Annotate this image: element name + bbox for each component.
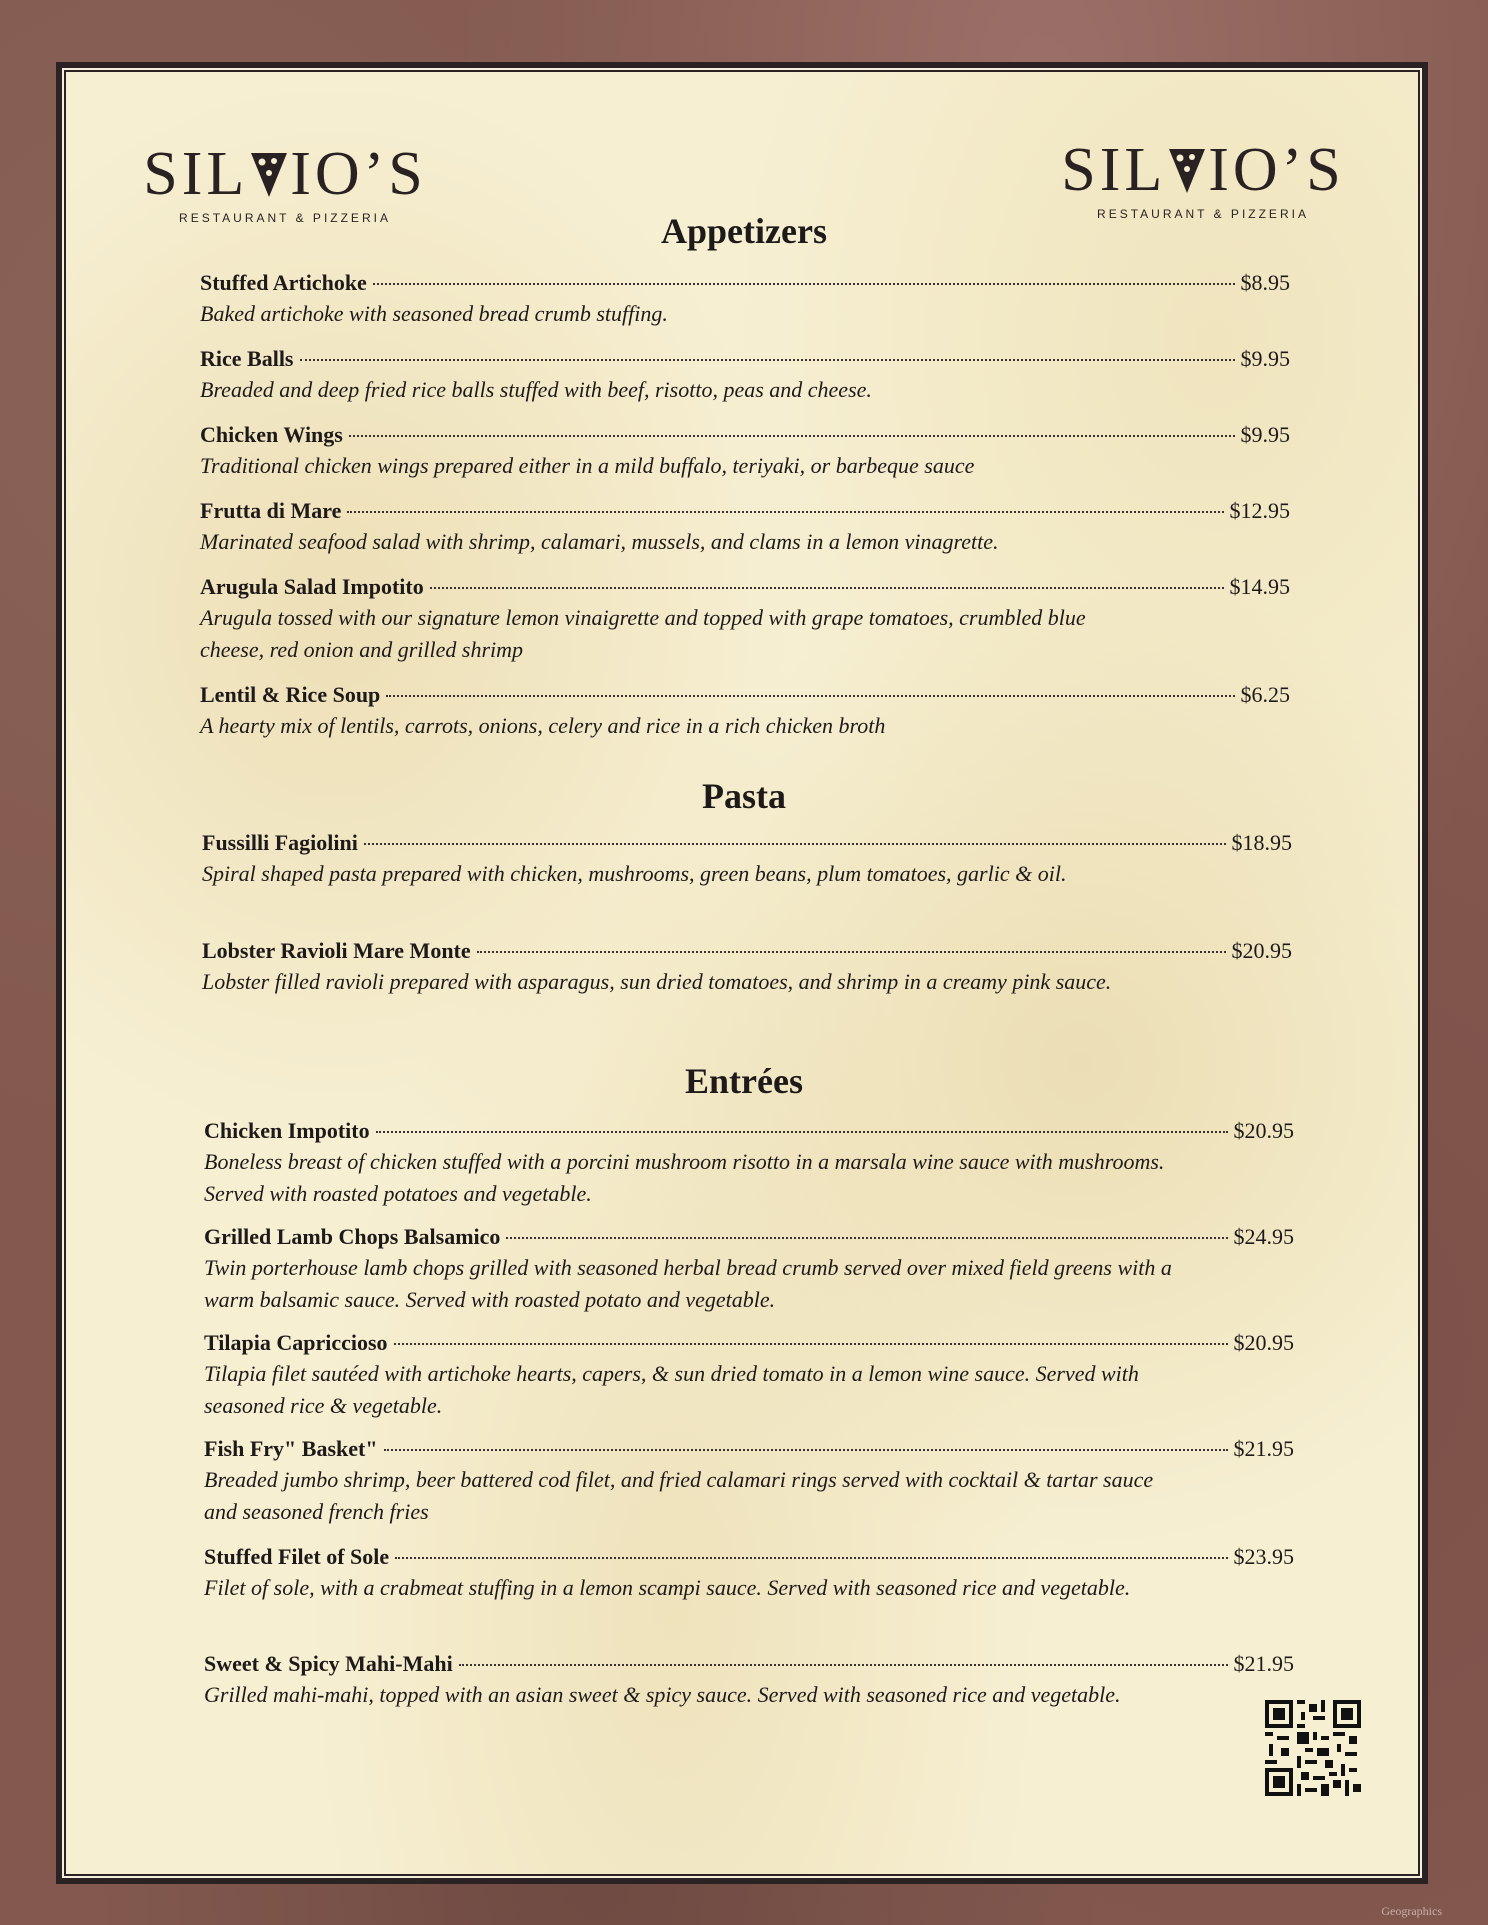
item-name: Rice Balls (200, 346, 294, 371)
item-name: Lentil & Rice Soup (200, 682, 381, 707)
item-description: Tilapia filet sautéed with artichoke hearts, capers, & sun dried tomato in a lemon wine sauce. Served with seasoned rice & vegetable. (204, 1361, 1139, 1418)
item-price: $18.95 (1231, 830, 1292, 855)
item-price: $9.95 (1240, 346, 1290, 371)
menu-item (204, 1651, 1294, 1711)
logo-subtitle: RESTAURANT & PIZZERIA (179, 211, 391, 225)
pizza-slice-icon (1167, 139, 1207, 197)
item-description: Arugula tossed with our signature lemon vinaigrette and topped with grape tomatoes, crumbled blue cheese, red onion and grilled shrimp (200, 605, 1086, 662)
item-description: Filet of sole, with a crabmeat stuffing in a lemon scampi sauce. Served with seasoned rice and vegetable. (204, 1575, 1131, 1600)
menu-item (200, 682, 1290, 742)
item-price: $6.25 (1240, 682, 1290, 707)
menu-item (200, 346, 1290, 406)
item-name: Sweet & Spicy Mahi-Mahi (204, 1651, 453, 1676)
menu-item (200, 498, 1290, 558)
menu-item (204, 1436, 1294, 1528)
leader-dots (506, 1237, 1227, 1239)
printer-mark: Geographics (1381, 1904, 1442, 1918)
item-description: Twin porterhouse lamb chops grilled with seasoned herbal bread crumb served over mixed field greens with a warm balsamic sauce. Served with roasted potato and vegetable. (204, 1255, 1172, 1312)
item-description: Spiral shaped pasta prepared with chicken, mushrooms, green beans, plum tomatoes, garlic & oil. (202, 861, 1067, 886)
section-title-pasta: Pasta (702, 776, 786, 816)
leader-dots (395, 1557, 1227, 1559)
logo-name-start: SIL (1061, 136, 1167, 204)
item-name: Grilled Lamb Chops Balsamico (204, 1224, 501, 1249)
menu-item (204, 1330, 1294, 1422)
item-name: Fish Fry" Basket" (204, 1436, 378, 1461)
item-description: Baked artichoke with seasoned bread crumb stuffing. (200, 301, 668, 326)
brand-logo-right (1038, 136, 1368, 221)
menu-item (202, 938, 1292, 998)
leader-dots (376, 1131, 1228, 1133)
section-title-entrees: Entrées (685, 1061, 803, 1101)
item-description: A hearty mix of lentils, carrots, onions, celery and rice in a rich chicken broth (200, 713, 886, 738)
leader-dots (364, 843, 1226, 845)
menu-item (202, 830, 1292, 890)
menu-item (200, 422, 1290, 482)
menu-item (204, 1544, 1294, 1604)
logo-subtitle: RESTAURANT & PIZZERIA (1097, 207, 1309, 221)
item-name: Chicken Impotito (204, 1118, 370, 1143)
section-title-appetizers: Appetizers (661, 211, 827, 251)
item-description: Breaded jumbo shrimp, beer battered cod filet, and fried calamari rings served with cocktail & tartar sauce and seasoned french fries (204, 1467, 1154, 1524)
leader-dots (386, 695, 1234, 697)
menu-item (204, 1118, 1294, 1210)
pizza-slice-icon (249, 143, 289, 201)
leader-dots (430, 587, 1224, 589)
leader-dots (373, 283, 1235, 285)
item-name: Frutta di Mare (200, 498, 342, 523)
item-description: Boneless breast of chicken stuffed with a porcini mushroom risotto in a marsala wine sauce with mushrooms. Served with roasted potatoes and vegetable. (204, 1149, 1165, 1206)
item-name: Tilapia Capriccioso (204, 1330, 388, 1355)
item-description: Breaded and deep fried rice balls stuffed with beef, risotto, peas and cheese. (200, 377, 872, 402)
leader-dots (347, 511, 1223, 513)
item-price: $8.95 (1240, 270, 1290, 295)
item-price: $23.95 (1233, 1544, 1294, 1569)
item-price: $12.95 (1229, 498, 1290, 523)
leader-dots (477, 951, 1226, 953)
leader-dots (459, 1664, 1228, 1666)
item-price: $20.95 (1231, 938, 1292, 963)
menu-item (204, 1224, 1294, 1316)
item-name: Stuffed Artichoke (200, 270, 367, 295)
menu-item (200, 270, 1290, 330)
item-name: Stuffed Filet of Sole (204, 1544, 390, 1569)
item-price: $20.95 (1233, 1330, 1294, 1355)
item-name: Arugula Salad Impotito (200, 574, 424, 599)
item-description: Grilled mahi-mahi, topped with an asian sweet & spicy sauce. Served with seasoned rice and vegetable. (204, 1682, 1121, 1707)
item-name: Fussilli Fagiolini (202, 830, 358, 855)
leader-dots (349, 435, 1235, 437)
logo-name-end: IO’S (1208, 136, 1345, 204)
item-price: $20.95 (1233, 1118, 1294, 1143)
item-price: $9.95 (1240, 422, 1290, 447)
item-description: Traditional chicken wings prepared either in a mild buffalo, teriyaki, or barbeque sauce (200, 453, 975, 478)
item-name: Lobster Ravioli Mare Monte (202, 938, 471, 963)
leader-dots (384, 1449, 1228, 1451)
menu-item (200, 574, 1290, 666)
leader-dots (300, 359, 1235, 361)
item-price: $21.95 (1233, 1651, 1294, 1676)
item-description: Marinated seafood salad with shrimp, calamari, mussels, and clams in a lemon vinagrette. (200, 529, 999, 554)
logo-name-start: SIL (143, 140, 249, 208)
leader-dots (394, 1343, 1228, 1345)
item-name: Chicken Wings (200, 422, 343, 447)
qr-code-icon[interactable] (1265, 1700, 1361, 1796)
item-price: $24.95 (1233, 1224, 1294, 1249)
item-price: $14.95 (1229, 574, 1290, 599)
item-price: $21.95 (1233, 1436, 1294, 1461)
logo-name-end: IO’S (290, 140, 427, 208)
item-description: Lobster filled ravioli prepared with asparagus, sun dried tomatoes, and shrimp in a creamy pink sauce. (202, 969, 1112, 994)
